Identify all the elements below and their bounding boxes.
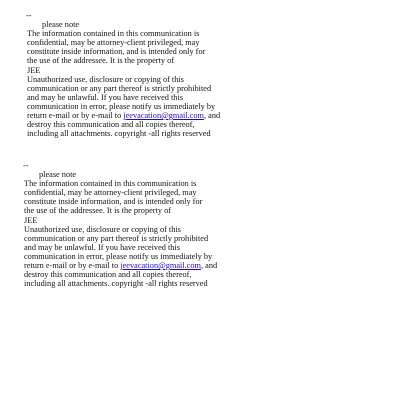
email-link[interactable]: jeevacation@gmail.com xyxy=(120,261,201,271)
email-prefix-text: return e-mail or by e-mail to xyxy=(24,261,121,271)
signature-separator: -- xyxy=(26,11,32,20)
disclaimer-line: including all attachments. copyright -all rights reserved xyxy=(24,279,208,289)
disclaimer-line: The information contained in this communication is xyxy=(24,179,197,189)
email-prefix-text: return e-mail or by e-mail to xyxy=(27,111,124,121)
disclaimer-line: Unauthorized use, disclosure or copying of this xyxy=(27,74,184,84)
signature-separator: -- xyxy=(23,161,29,170)
email-suffix-text: , and xyxy=(203,111,221,121)
disclaimer-line: Unauthorized use, disclosure or copying of this xyxy=(24,224,181,234)
disclaimer-line: destroy this communication and all copies thereof, xyxy=(24,270,192,280)
disclaimer-line: communication or any part thereof is strictly prohibited xyxy=(27,83,212,93)
disclaimer-email-line xyxy=(27,111,267,120)
disclaimer-line: the use of the addressee. It is the property of xyxy=(24,206,171,216)
disclaimer-line: JEE xyxy=(27,65,41,75)
disclaimer-line: communication in error, please notify us immediately by xyxy=(24,251,213,261)
email-disclaimer-1 xyxy=(27,11,267,138)
email-disclaimer-2 xyxy=(24,161,264,288)
email-link[interactable]: jeevacation@gmail.com xyxy=(123,111,204,121)
disclaimer-heading: please note xyxy=(39,170,77,180)
disclaimer-line: confidential, may be attorney-client privileged, may xyxy=(27,38,200,48)
email-suffix-text: , and xyxy=(200,261,218,271)
disclaimer-email-line xyxy=(24,261,264,270)
disclaimer-line: communication or any part thereof is strictly prohibited xyxy=(24,233,209,243)
disclaimer-line: destroy this communication and all copies thereof, xyxy=(27,120,195,130)
disclaimer-line: communication in error, please notify us immediately by xyxy=(27,101,216,111)
disclaimer-line: constitute inside information, and is intended only for xyxy=(24,197,203,207)
disclaimer-line: confidential, may be attorney-client privileged, may xyxy=(24,188,197,198)
disclaimer-line: and may be unlawful. If you have received this xyxy=(24,242,180,252)
disclaimer-line: The information contained in this communication is xyxy=(27,29,200,39)
disclaimer-heading: please note xyxy=(42,20,80,30)
disclaimer-line: the use of the addressee. It is the property of xyxy=(27,56,174,66)
disclaimer-line: constitute inside information, and is intended only for xyxy=(27,47,206,57)
disclaimer-line: and may be unlawful. If you have received this xyxy=(27,92,183,102)
disclaimer-line: JEE xyxy=(24,215,38,225)
disclaimer-line: including all attachments. copyright -all rights reserved xyxy=(27,129,211,139)
